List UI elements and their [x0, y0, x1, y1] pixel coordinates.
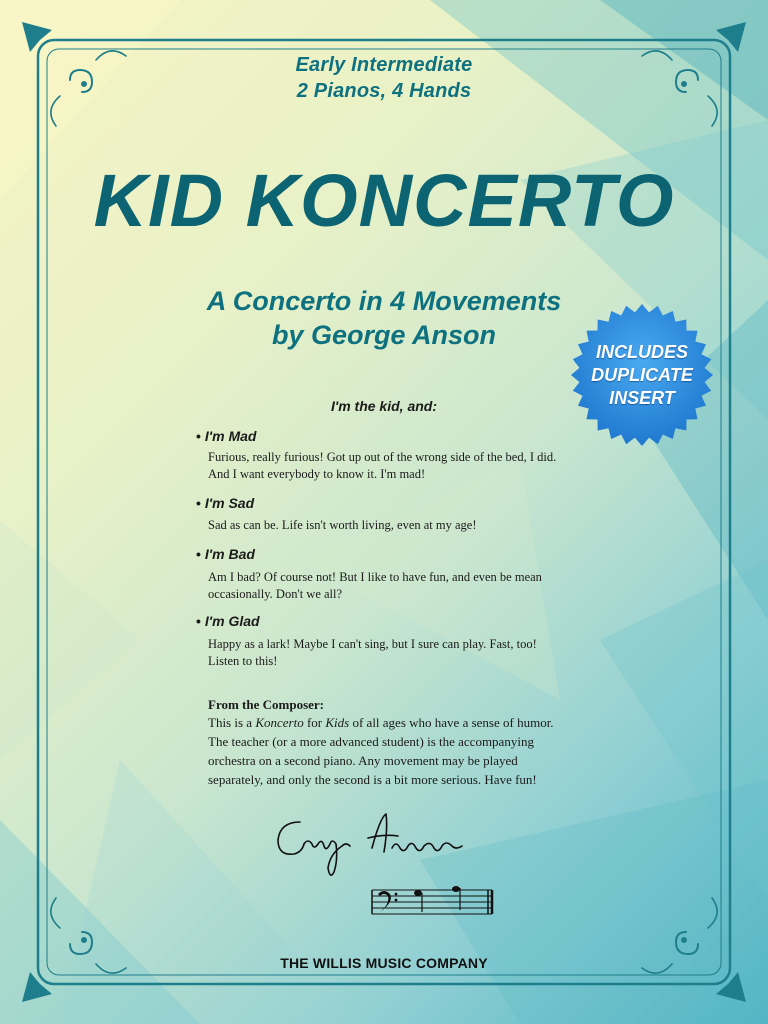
level-label: Early Intermediate [295, 54, 473, 76]
book-title: KID KONCERTO [93, 159, 675, 242]
bass-clef-staff-icon [370, 884, 494, 920]
movement-desc-glad: Happy as a lark! Maybe I can't sing, but I sure can play. Fast, too! Listen to this! [208, 637, 537, 668]
intro-line: I'm the kid, and: [330, 398, 437, 414]
badge-line-1: INCLUDES [595, 342, 688, 362]
composer-signature [272, 808, 480, 888]
movement-desc-mad: Furious, really furious! Got up out of the wrong side of the bed, I did. And I want everybody to know it. I'm mad! [208, 450, 557, 481]
movement-desc-bad: Am I bad? Of course not! But I like to have fun, and even be mean occasionally. Don't we all? [208, 570, 542, 601]
movement-desc-sad: Sad as can be. Life isn't worth living, even at my age! [208, 518, 477, 532]
composer-note-body: This is a Koncerto for Kids of all ages who have a sense of humor. The teacher (or a more advanced student) is the accompanying orchestra on a second piano. Any movement may be played separately, and only the second is a bit more serious. Have fun! [208, 715, 554, 787]
publisher-name: THE WILLIS MUSIC COMPANY [280, 955, 488, 971]
movement-title-mad: • I'm Mad [196, 428, 257, 444]
subtitle-line-1: A Concerto in 4 Movements [206, 286, 562, 316]
instrumentation-label: 2 Pianos, 4 Hands [296, 80, 472, 102]
movement-title-sad: • I'm Sad [196, 495, 255, 511]
subtitle-line-2: by George Anson [271, 320, 497, 350]
badge-line-3: INSERT [609, 388, 675, 408]
movement-title-glad: • I'm Glad [196, 613, 260, 629]
movement-title-bad: • I'm Bad [196, 546, 255, 562]
badge-line-2: DUPLICATE [591, 365, 693, 385]
composer-note-heading: From the Composer: [208, 697, 325, 712]
